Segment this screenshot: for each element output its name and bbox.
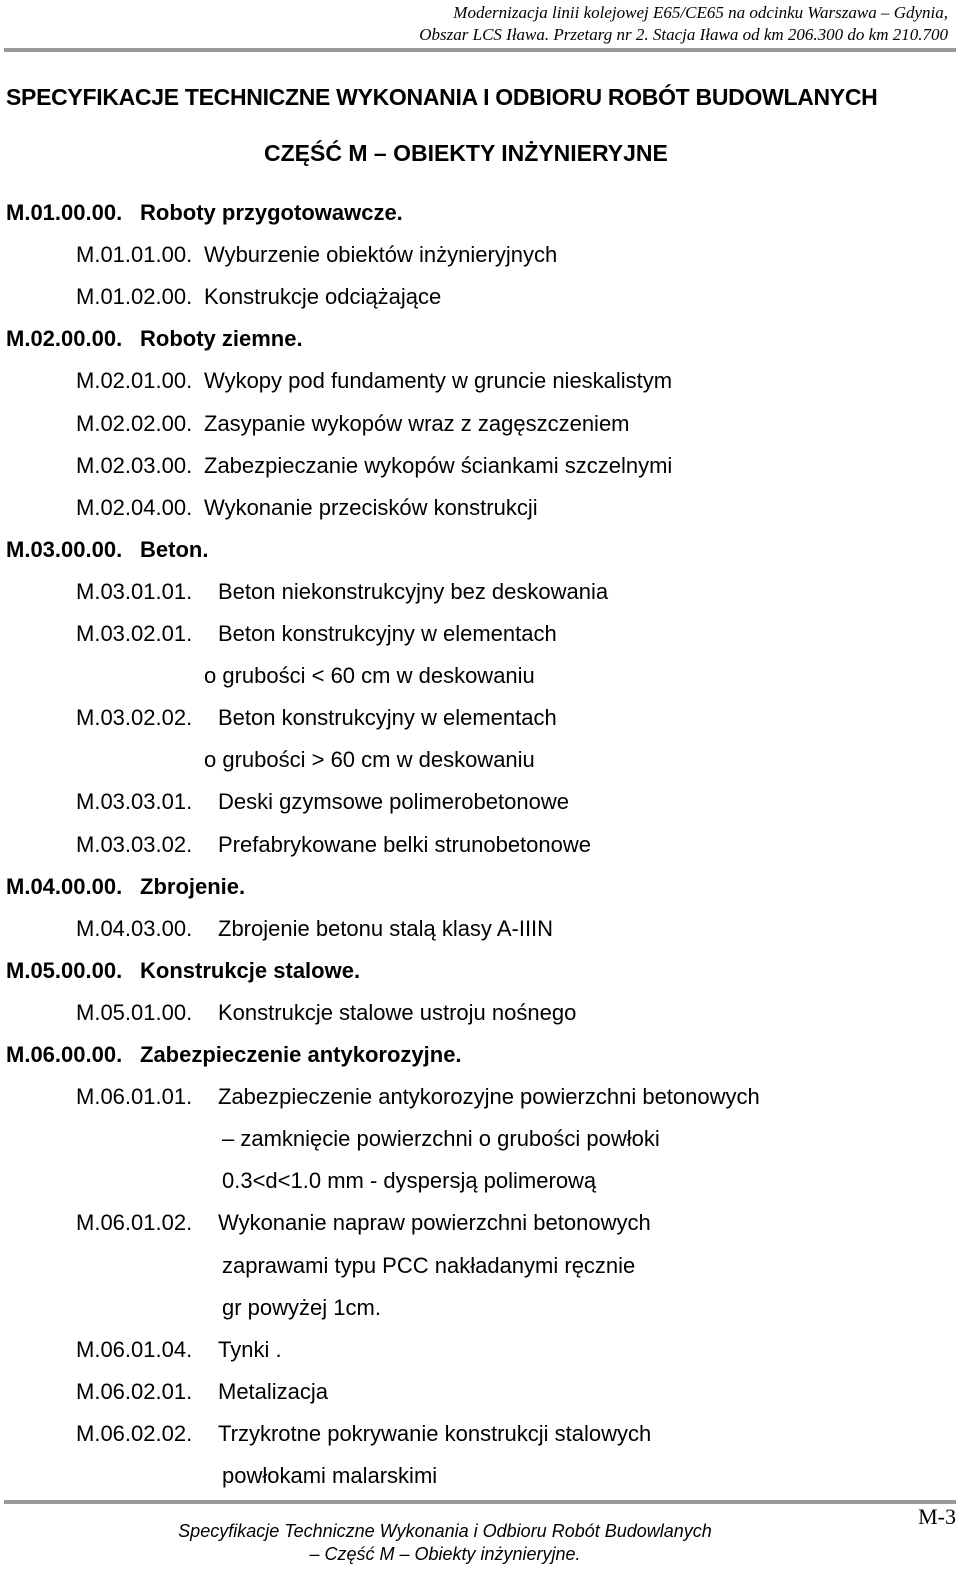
running-header [419, 2, 948, 46]
toc-text: Trzykrotne pokrywanie konstrukcji stalowych [218, 1420, 652, 1446]
toc-item [222, 1251, 635, 1281]
toc-code: M.01.00.00. [6, 200, 123, 225]
toc-code: M.06.01.02. [76, 1210, 193, 1236]
toc-code: M.03.03.01. [76, 789, 193, 815]
toc-text: gr powyżej 1cm. [222, 1294, 381, 1320]
toc-code: M.03.01.01. [76, 578, 193, 604]
toc-text: Zabezpieczenie antykorozyjne powierzchni betonowych [218, 1084, 760, 1110]
toc-item [76, 451, 672, 481]
toc-item [76, 787, 569, 817]
toc-text: Zasypanie wykopów wraz z zagęszczeniem [204, 410, 630, 436]
toc-text: Beton konstrukcyjny w elementach [218, 621, 557, 646]
toc-text: Tynki . [218, 1336, 282, 1362]
toc-code: M.02.02.00. [76, 410, 193, 436]
toc-item [76, 998, 576, 1028]
toc-item [76, 830, 591, 860]
running-footer [0, 1520, 960, 1566]
toc-item [76, 914, 553, 944]
toc-text: Beton konstrukcyjny w elementach [218, 705, 557, 731]
toc-text: Konstrukcje odciążające [204, 284, 442, 310]
toc-code: M.06.02.02. [76, 1420, 193, 1446]
toc-item [76, 1377, 328, 1407]
toc-item [76, 409, 630, 439]
toc-item [76, 282, 441, 312]
toc-section [6, 535, 208, 565]
toc-text: Beton. [140, 536, 209, 562]
toc-section [6, 1040, 462, 1070]
toc-text: Zabezpieczanie wykopów ściankami szczelnymi [204, 452, 673, 478]
toc-item [76, 1335, 282, 1365]
toc-code: M.01.02.00. [76, 284, 193, 310]
toc-item [76, 703, 557, 733]
toc-text: Roboty przygotowawcze. [140, 200, 403, 225]
toc-text: Zabezpieczenie antykorozyjne. [140, 1042, 462, 1067]
toc-text: Metalizacja [218, 1378, 329, 1404]
toc-code: M.03.03.02. [76, 831, 193, 857]
toc-item [204, 745, 535, 775]
toc-code: M.06.01.04. [76, 1336, 193, 1362]
toc-item [222, 1166, 596, 1196]
header-line-2: Obszar LCS Iława. Przetarg nr 2. Stacja Iława od km 206.300 do km 210.700 [419, 25, 948, 44]
toc-text: Prefabrykowane belki strunobetonowe [218, 831, 592, 857]
toc-item [76, 366, 672, 396]
toc-text: Wykonanie napraw powierzchni betonowych [218, 1210, 651, 1236]
toc-code: M.05.00.00. [6, 957, 123, 983]
toc-text: Wyburzenie obiektów inżynieryjnych [204, 242, 558, 268]
toc-item [222, 1293, 381, 1323]
toc-code: M.06.01.01. [76, 1084, 193, 1110]
toc-code: M.02.04.00. [76, 494, 193, 520]
document-title: SPECYFIKACJE TECHNICZNE WYKONANIA I ODBIORU ROBÓT BUDOWLANYCH [6, 84, 878, 110]
toc-code: M.02.03.00. [76, 452, 193, 478]
document-subtitle: CZĘŚĆ M – OBIEKTY INŻYNIERYJNE [264, 140, 668, 166]
toc-text: Konstrukcje stalowe. [140, 957, 361, 983]
toc-text: Deski gzymsowe polimerobetonowe [218, 789, 569, 815]
toc-text: zaprawami typu PCC nakładanymi ręcznie [222, 1252, 636, 1278]
toc-item [76, 577, 608, 607]
header-rule [4, 48, 956, 52]
footer-line-1: Specyfikacje Techniczne Wykonania i Odbioru Robót Budowlanych [178, 1521, 712, 1541]
toc-item [76, 1419, 651, 1449]
toc-item [76, 1208, 651, 1238]
toc-text: Zbrojenie betonu stalą klasy A-IIIN [218, 915, 554, 941]
toc-text: powłokami malarskimi [222, 1463, 438, 1488]
toc-item [76, 493, 538, 523]
toc-text: 0.3<d<1.0 mm - dyspersją polimerową [222, 1168, 597, 1194]
toc-item [204, 661, 535, 691]
toc-text: Roboty ziemne. [140, 326, 303, 352]
toc-section [6, 324, 303, 354]
toc-code: M.03.02.02. [76, 705, 193, 731]
toc-item [222, 1124, 660, 1154]
toc-code: M.03.00.00. [6, 536, 123, 562]
toc-code: M.02.00.00. [6, 326, 123, 352]
toc-section [6, 956, 360, 986]
header-line-1: Modernizacja linii kolejowej E65/CE65 na odcinku Warszawa – Gdynia, [453, 3, 948, 22]
toc-text: o grubości > 60 cm w deskowaniu [204, 747, 535, 773]
toc-code: M.02.01.00. [76, 368, 193, 394]
toc-text: Zbrojenie. [140, 873, 246, 899]
toc-code: M.01.01.00. [76, 242, 193, 268]
toc-text: – zamknięcie powierzchni o grubości powłoki [222, 1126, 660, 1152]
toc-section [6, 198, 403, 228]
toc-text: Wykopy pod fundamenty w gruncie nieskalistym [204, 368, 673, 394]
toc-code: M.05.01.00. [76, 999, 193, 1025]
page-number: M-3 [918, 1504, 956, 1529]
toc-code: M.06.02.01. [76, 1378, 193, 1404]
toc-code: M.04.00.00. [6, 873, 123, 899]
footer-rule [4, 1500, 956, 1504]
toc-section [6, 872, 245, 902]
toc-item [76, 619, 557, 649]
toc-item [76, 1082, 760, 1112]
toc-code: M.06.00.00. [6, 1042, 123, 1067]
footer-line-2: – Część M – Obiekty inżynieryjne. [309, 1544, 581, 1564]
toc-item [222, 1461, 437, 1491]
toc-text: Wykonanie przecisków konstrukcji [204, 494, 538, 520]
toc-text: o grubości < 60 cm w deskowaniu [204, 663, 535, 689]
toc-text: Beton niekonstrukcyjny bez deskowania [218, 578, 609, 604]
toc-item [76, 240, 557, 270]
toc-text: Konstrukcje stalowe ustroju nośnego [218, 999, 577, 1025]
toc-code: M.03.02.01. [76, 621, 193, 646]
toc-code: M.04.03.00. [76, 915, 193, 941]
